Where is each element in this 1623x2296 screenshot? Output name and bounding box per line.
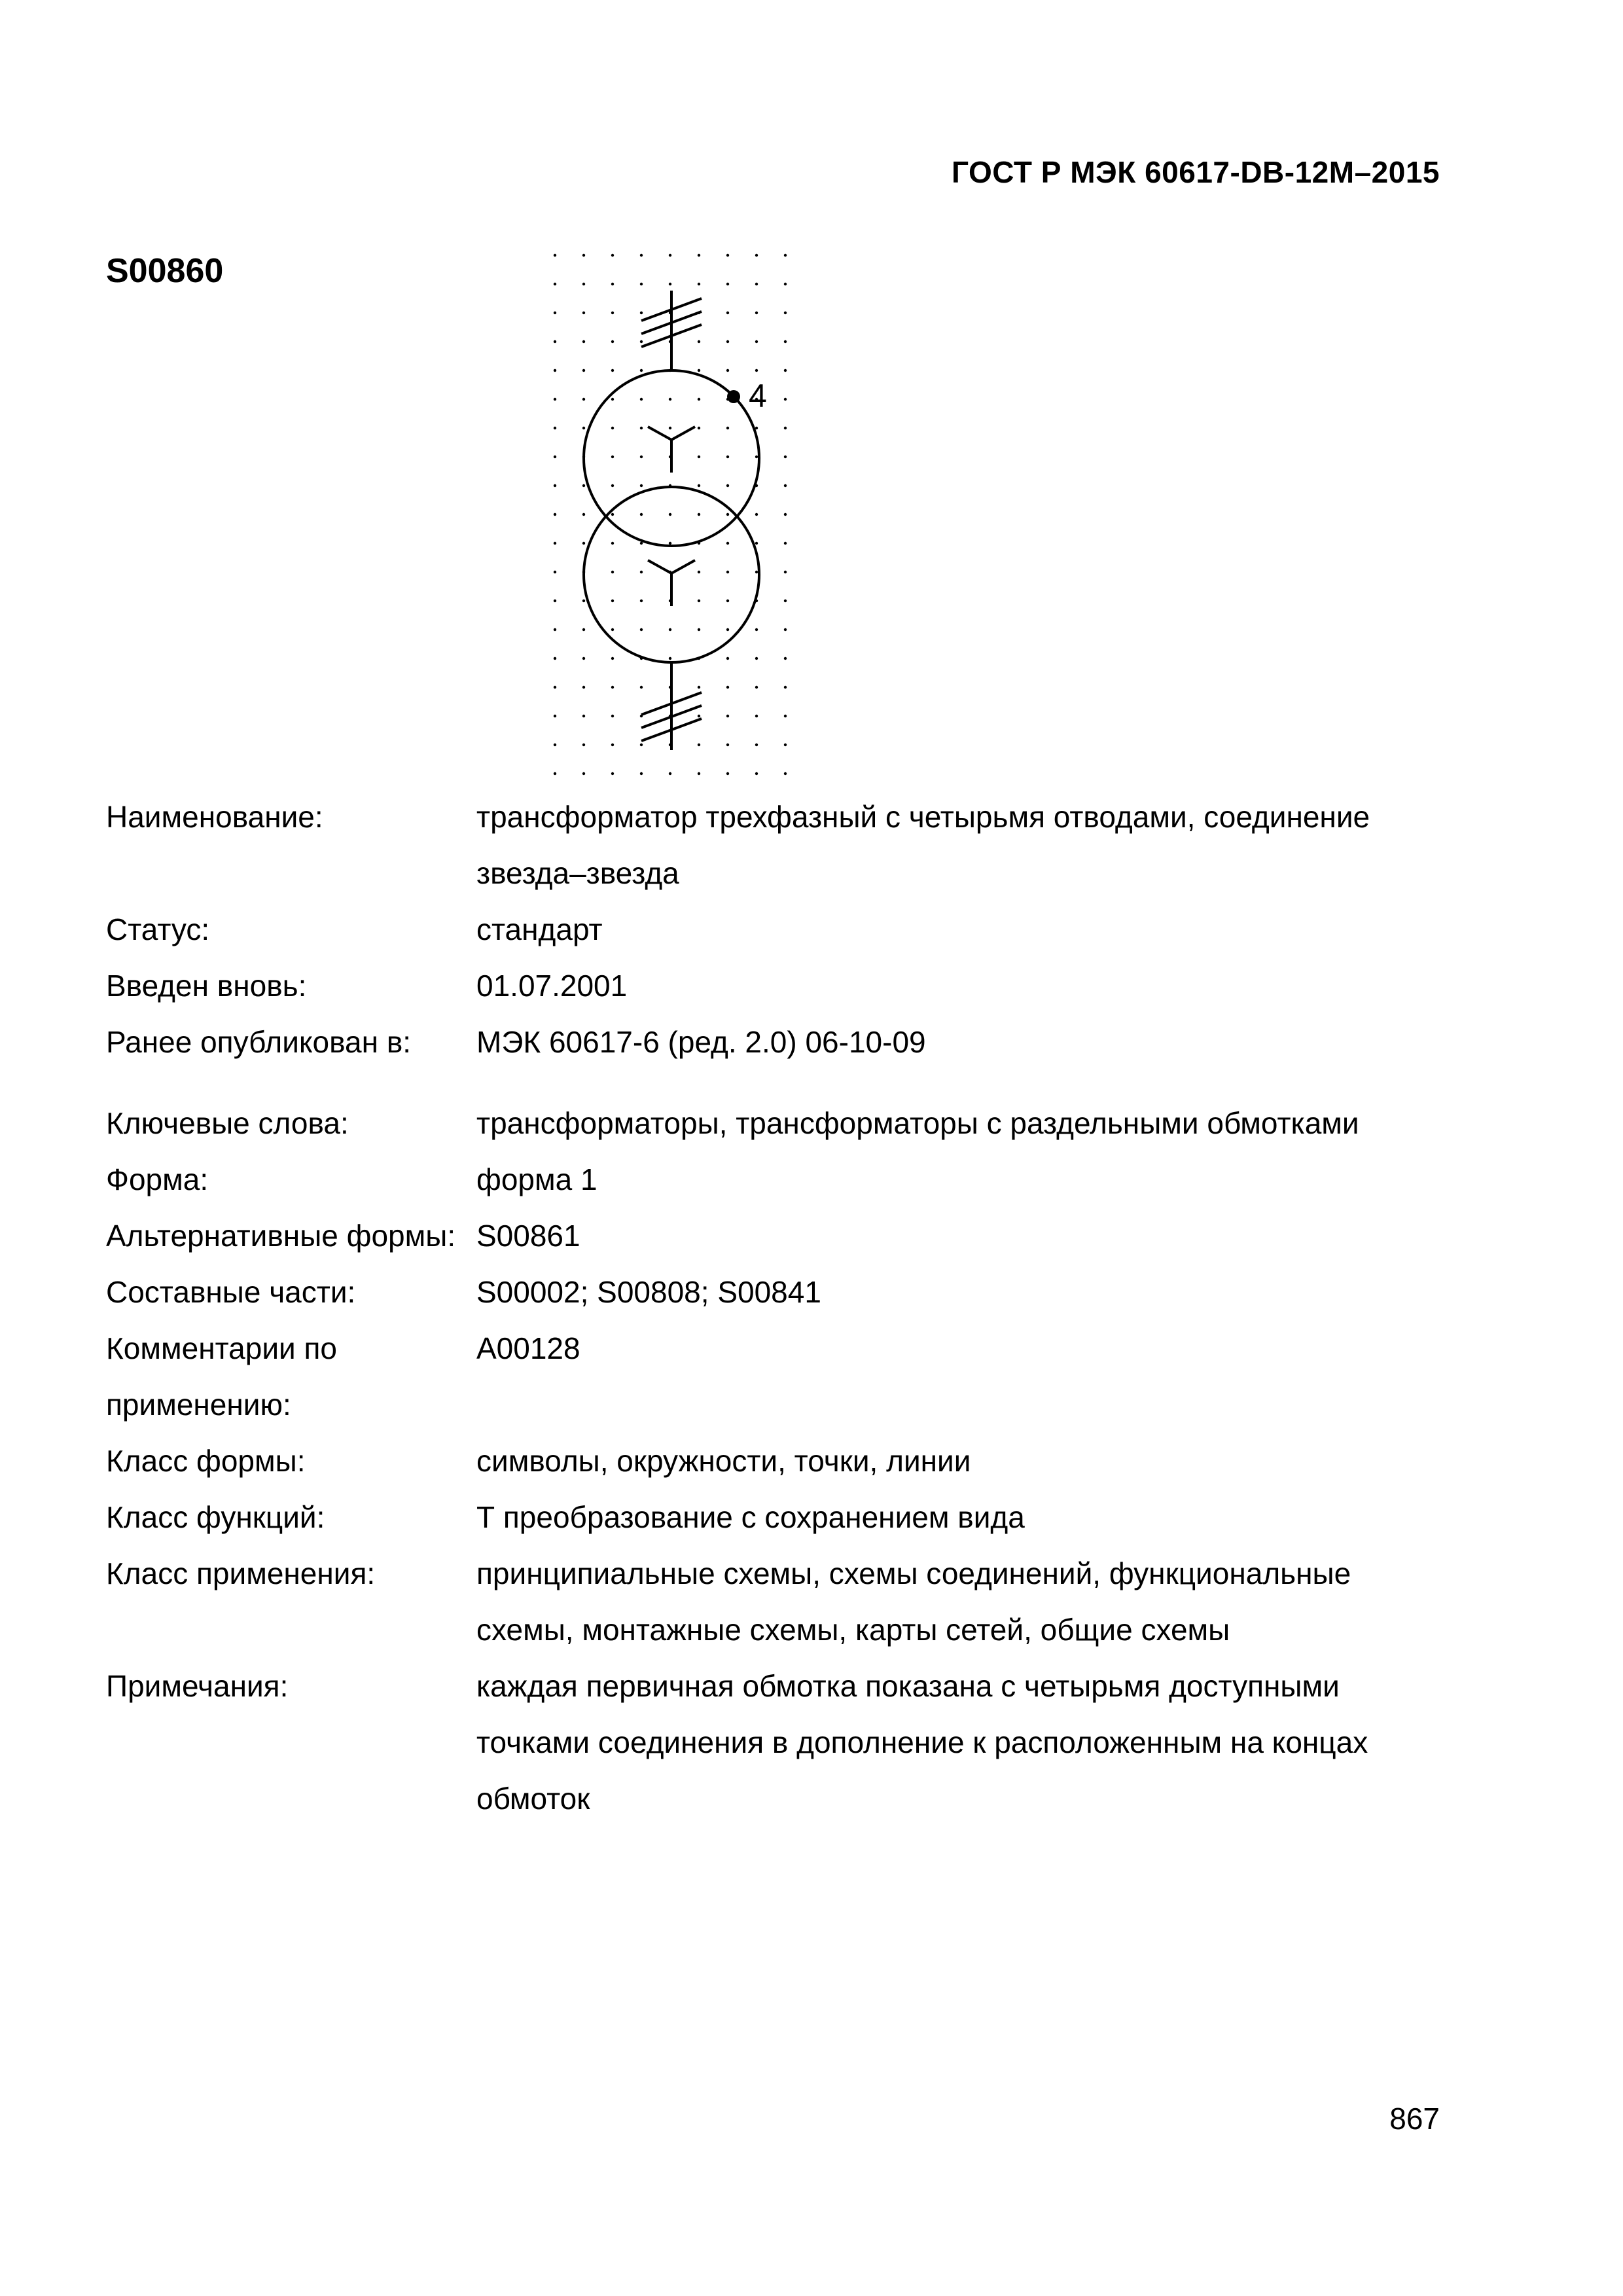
grid-dot: [698, 369, 700, 372]
grid-dot: [698, 427, 700, 429]
grid-dot: [582, 398, 585, 401]
grid-dot: [784, 657, 787, 660]
field-value: стандарт: [476, 912, 603, 946]
grid-dot: [582, 686, 585, 689]
grid-dot: [784, 456, 787, 458]
field-row-status: [106, 901, 1480, 958]
grid-dot: [611, 369, 614, 372]
grid-dot: [784, 628, 787, 631]
grid-dot: [611, 657, 614, 660]
grid-dot: [726, 254, 729, 257]
field-row-keywords: [106, 1095, 1480, 1151]
field-row-previously-published: [106, 1014, 1480, 1070]
grid-dot: [698, 744, 700, 746]
grid-dot: [755, 744, 758, 746]
grid-dot: [784, 254, 787, 257]
grid-dot: [726, 542, 729, 545]
grid-dot: [554, 513, 556, 516]
grid-dot: [554, 254, 556, 257]
grid-dot: [755, 657, 758, 660]
grid-dot: [726, 312, 729, 314]
field-label: Форма:: [106, 1162, 209, 1196]
grid-dot: [698, 513, 700, 516]
grid-dot: [698, 772, 700, 775]
grid-dot: [726, 340, 729, 343]
grid-dot: [640, 628, 643, 631]
grid-dot: [554, 398, 556, 401]
symbol-properties-table: [106, 789, 1480, 1827]
grid-dot: [611, 484, 614, 487]
field-value: каждая первичная обмотка показана с четырьмя доступными точками соединения в дополнение к расположенным на концах обмоток: [476, 1669, 1368, 1816]
secondary-star-icon: [648, 560, 695, 606]
grid-dot: [611, 398, 614, 401]
field-label: Ключевые слова:: [106, 1106, 349, 1140]
grid-dot: [640, 571, 643, 573]
grid-dot: [554, 657, 556, 660]
grid-dot: [611, 542, 614, 545]
grid-dot: [755, 686, 758, 689]
grid-dot: [726, 484, 729, 487]
field-value: A00128: [476, 1331, 580, 1365]
grid-dot: [582, 369, 585, 372]
grid-dot: [640, 600, 643, 602]
grid-dot: [582, 628, 585, 631]
tap-connection-dot: [727, 390, 740, 403]
field-label: Ранее опубликован в:: [106, 1025, 412, 1059]
grid-dot: [640, 686, 643, 689]
transformer-symbol: [584, 291, 759, 750]
grid-dot: [640, 513, 643, 516]
grid-dot: [726, 657, 729, 660]
grid-dot: [784, 571, 787, 573]
grid-dot: [640, 369, 643, 372]
grid-dot: [554, 484, 556, 487]
document-standard-header: ГОСТ Р МЭК 60617-DB-12M–2015: [952, 155, 1440, 189]
primary-star-icon: [648, 427, 695, 473]
grid-dot: [669, 398, 671, 401]
grid-dot: [784, 427, 787, 429]
grid-dot: [784, 686, 787, 689]
grid-dot: [611, 427, 614, 429]
grid-dot: [784, 542, 787, 545]
grid-dot: [669, 427, 671, 429]
grid-dot: [554, 772, 556, 775]
grid-dot: [582, 312, 585, 314]
grid-dot: [611, 628, 614, 631]
grid-dot: [669, 772, 671, 775]
grid-dot: [726, 686, 729, 689]
grid-dot: [640, 744, 643, 746]
grid-dot: [755, 283, 758, 285]
field-label: Введен вновь:: [106, 969, 307, 1003]
grid-dot: [669, 542, 671, 545]
grid-dot: [755, 571, 758, 573]
grid-dot: [698, 686, 700, 689]
grid-dot: [784, 484, 787, 487]
field-label: Составные части:: [106, 1275, 356, 1309]
grid-dot: [582, 542, 585, 545]
grid-dot: [784, 744, 787, 746]
grid-dot: [698, 484, 700, 487]
grid-dot: [554, 283, 556, 285]
grid-dot: [755, 456, 758, 458]
grid-dot: [726, 600, 729, 602]
grid-dot: [640, 484, 643, 487]
grid-dot: [726, 513, 729, 516]
grid-dot: [611, 283, 614, 285]
grid-dot: [726, 456, 729, 458]
grid-dot: [554, 312, 556, 314]
grid-dot: [611, 513, 614, 516]
grid-dot: [582, 340, 585, 343]
grid-dot: [698, 398, 700, 401]
grid-dot: [582, 427, 585, 429]
grid-dot: [554, 340, 556, 343]
field-value: форма 1: [476, 1162, 597, 1196]
grid-dot: [554, 600, 556, 602]
page-number: 867: [1389, 2102, 1440, 2136]
grid-dot: [611, 571, 614, 573]
grid-dot: [640, 398, 643, 401]
grid-dot: [784, 283, 787, 285]
grid-dot: [611, 340, 614, 343]
grid-dot: [726, 369, 729, 372]
grid-dot: [726, 744, 729, 746]
grid-dot: [726, 628, 729, 631]
symbol-code: S00860: [106, 252, 224, 290]
grid-dot: [755, 772, 758, 775]
grid-dot: [669, 628, 671, 631]
grid-dot: [582, 600, 585, 602]
grid-dot: [554, 571, 556, 573]
grid-dot: [784, 772, 787, 775]
grid-dot: [611, 600, 614, 602]
field-label: Класс формы:: [106, 1444, 306, 1478]
grid-dot: [669, 254, 671, 257]
grid-dot: [611, 686, 614, 689]
grid-dot: [698, 254, 700, 257]
field-row-name: [106, 789, 1480, 901]
grid-dot: [582, 744, 585, 746]
field-label: Альтернативные формы:: [106, 1219, 456, 1253]
field-value: S00002; S00808; S00841: [476, 1275, 821, 1309]
grid-dot: [698, 283, 700, 285]
grid-dot: [784, 312, 787, 314]
field-value: трансформатор трехфазный с четырьмя отводами, соединение звезда–звезда: [476, 800, 1370, 890]
grid-dot: [640, 340, 643, 343]
grid-dot: [669, 283, 671, 285]
grid-dot: [611, 715, 614, 717]
grid-dot: [726, 427, 729, 429]
field-label: Статус:: [106, 912, 210, 946]
grid-dot: [640, 254, 643, 257]
grid-dot: [726, 715, 729, 717]
grid-dot: [582, 715, 585, 717]
grid-dot: [554, 744, 556, 746]
grid-dot: [554, 542, 556, 545]
grid-dot: [755, 715, 758, 717]
field-row-function-class: [106, 1489, 1480, 1545]
field-value: принципиальные схемы, схемы соединений, функциональные схемы, монтажные схемы, карты сетей, общие схемы: [476, 1556, 1351, 1647]
grid-dot: [640, 283, 643, 285]
grid-dot: [784, 369, 787, 372]
grid-dot: [698, 456, 700, 458]
field-row-alternative-forms: [106, 1208, 1480, 1264]
grid-dot: [554, 715, 556, 717]
field-label: Примечания:: [106, 1669, 289, 1703]
grid-dot: [755, 312, 758, 314]
grid-dot: [755, 369, 758, 372]
grid-dot: [640, 427, 643, 429]
transformer-symbol-figure: [541, 243, 802, 780]
grid-dot: [611, 772, 614, 775]
field-value: МЭК 60617-6 (ред. 2.0) 06-10-09: [476, 1025, 926, 1059]
field-value: 01.07.2001: [476, 969, 628, 1003]
grid-dot: [611, 254, 614, 257]
field-value: S00861: [476, 1219, 580, 1253]
grid-dot: [784, 340, 787, 343]
grid-dot: [554, 369, 556, 372]
grid-dot: [640, 312, 643, 314]
grid-dot: [755, 254, 758, 257]
field-row-application-class: [106, 1545, 1480, 1658]
grid-dot: [726, 571, 729, 573]
grid-dot: [582, 513, 585, 516]
field-row-form: [106, 1151, 1480, 1208]
grid-dot: [698, 600, 700, 602]
field-row-shape-class: [106, 1433, 1480, 1489]
grid-dot: [582, 254, 585, 257]
grid-dot: [611, 744, 614, 746]
field-row-remarks: [106, 1658, 1480, 1827]
grid-dot: [611, 312, 614, 314]
grid-dot: [554, 628, 556, 631]
grid-dot: [698, 571, 700, 573]
field-label: Класс применения:: [106, 1556, 376, 1590]
grid-dot: [755, 542, 758, 545]
field-row-application-notes: [106, 1320, 1480, 1433]
grid-dot: [611, 456, 614, 458]
grid-dot: [698, 340, 700, 343]
grid-dot: [784, 600, 787, 602]
field-label: Класс функций:: [106, 1500, 325, 1534]
field-label: Наименование:: [106, 800, 323, 834]
grid-dot: [755, 513, 758, 516]
grid-dot: [698, 715, 700, 717]
grid-dot: [755, 340, 758, 343]
grid-dot: [640, 456, 643, 458]
grid-dot: [726, 772, 729, 775]
grid-dot: [554, 427, 556, 429]
grid-dot: [582, 484, 585, 487]
grid-dot: [784, 513, 787, 516]
grid-dot: [784, 715, 787, 717]
field-value: трансформаторы, трансформаторы с раздельными обмотками: [476, 1106, 1359, 1140]
tap-count-label: 4: [749, 378, 767, 414]
grid-dot: [582, 772, 585, 775]
grid-dot: [582, 657, 585, 660]
grid-dot: [582, 283, 585, 285]
field-row-introduced: [106, 958, 1480, 1014]
grid-dot: [554, 456, 556, 458]
field-label: Комментарии по применению:: [106, 1331, 337, 1422]
grid-dot: [669, 513, 671, 516]
field-row-components: [106, 1264, 1480, 1320]
grid-dot: [698, 628, 700, 631]
grid-dot: [755, 628, 758, 631]
field-value: символы, окружности, точки, линии: [476, 1444, 971, 1478]
grid-dot: [669, 657, 671, 660]
grid-dot: [554, 686, 556, 689]
field-value: Т преобразование с сохранением вида: [476, 1500, 1025, 1534]
grid-dot: [640, 772, 643, 775]
grid-dot: [726, 283, 729, 285]
grid-dot: [784, 398, 787, 401]
